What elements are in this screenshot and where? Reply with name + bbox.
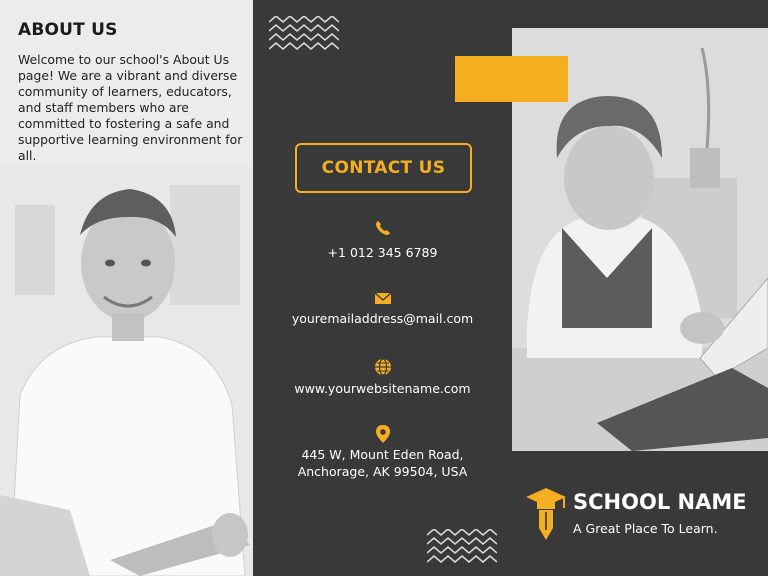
graduation-pencil-icon (524, 486, 568, 542)
about-title: ABOUT US (18, 20, 118, 40)
phone-number: +1 012 345 6789 (327, 245, 438, 260)
boy-reading-photo (0, 165, 253, 576)
about-body: Welcome to our school's About Us page! We are a vibrant and diverse community of learners, educators, and staff members who are committed to fostering a safe and supportive learning environment for all. (18, 52, 243, 163)
zigzag-decoration-bottom (427, 529, 497, 563)
contact-us-button[interactable]: CONTACT US (295, 143, 472, 193)
website-address: www.yourwebsitename.com (294, 381, 471, 396)
globe-icon (373, 357, 393, 377)
phone-icon (373, 218, 393, 238)
location-pin-icon (373, 424, 393, 444)
address-line-1: 445 W, Mount Eden Road, (301, 447, 464, 462)
orange-accent-bar (455, 56, 568, 102)
tagline: A Great Place To Learn. (573, 521, 718, 536)
envelope-icon (373, 288, 393, 308)
zigzag-decoration-top (269, 16, 339, 50)
address-line-2: Anchorage, AK 99504, USA (297, 464, 468, 479)
about-panel (0, 0, 253, 576)
email-address: youremailaddress@mail.com (291, 311, 474, 326)
school-name: SCHOOL NAME (573, 490, 747, 514)
